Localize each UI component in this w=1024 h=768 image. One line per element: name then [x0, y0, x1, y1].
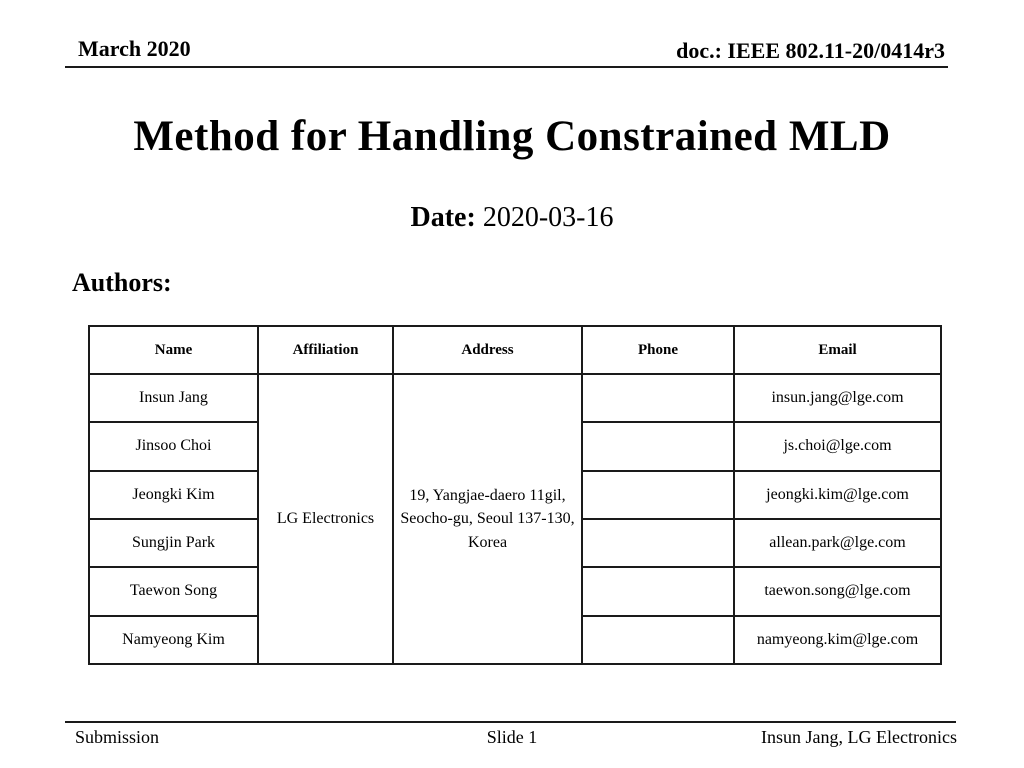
phone-cell: [582, 567, 734, 615]
header-date: March 2020: [78, 36, 191, 61]
footer-slide-number: Slide 1: [486, 727, 538, 747]
date-line: [0, 202, 1024, 234]
authors-heading: Authors:: [72, 268, 172, 297]
header-doc-number: doc.: IEEE 802.11-20/0414r3: [676, 38, 945, 63]
author-email: js.choi@lge.com: [734, 422, 941, 470]
phone-cell: [582, 519, 734, 567]
column-header-affiliation: Affiliation: [258, 326, 393, 374]
author-name: Jinsoo Choi: [89, 422, 258, 470]
column-header-name: Name: [89, 326, 258, 374]
phone-cell: [582, 471, 734, 519]
column-header-phone: Phone: [582, 326, 734, 374]
table-header-row: [89, 326, 941, 374]
phone-cell: [582, 616, 734, 664]
authors-table: [88, 325, 942, 665]
header-rule: [65, 66, 948, 68]
author-name: Jeongki Kim: [89, 471, 258, 519]
address-cell: 19, Yangjae-daero 11gil, Seocho-gu, Seoul 137-130, Korea: [393, 374, 582, 664]
table-row: [89, 374, 941, 422]
column-header-address: Address: [393, 326, 582, 374]
author-name: Sungjin Park: [89, 519, 258, 567]
phone-cell: [582, 374, 734, 422]
column-header-email: Email: [734, 326, 941, 374]
slide-title: Method for Handling Constrained MLD: [133, 113, 891, 160]
date-label: Date:: [410, 202, 476, 233]
author-email: insun.jang@lge.com: [734, 374, 941, 422]
phone-cell: [582, 422, 734, 470]
author-email: taewon.song@lge.com: [734, 567, 941, 615]
author-name: Taewon Song: [89, 567, 258, 615]
affiliation-cell: LG Electronics: [258, 374, 393, 664]
footer-author: Insun Jang, LG Electronics: [761, 727, 957, 747]
author-name: Insun Jang: [89, 374, 258, 422]
author-email: namyeong.kim@lge.com: [734, 616, 941, 664]
date-value: 2020-03-16: [475, 202, 614, 233]
author-email: jeongki.kim@lge.com: [734, 471, 941, 519]
footer-submission: Submission: [75, 727, 160, 747]
footer-rule: [65, 721, 956, 723]
author-name: Namyeong Kim: [89, 616, 258, 664]
author-email: allean.park@lge.com: [734, 519, 941, 567]
